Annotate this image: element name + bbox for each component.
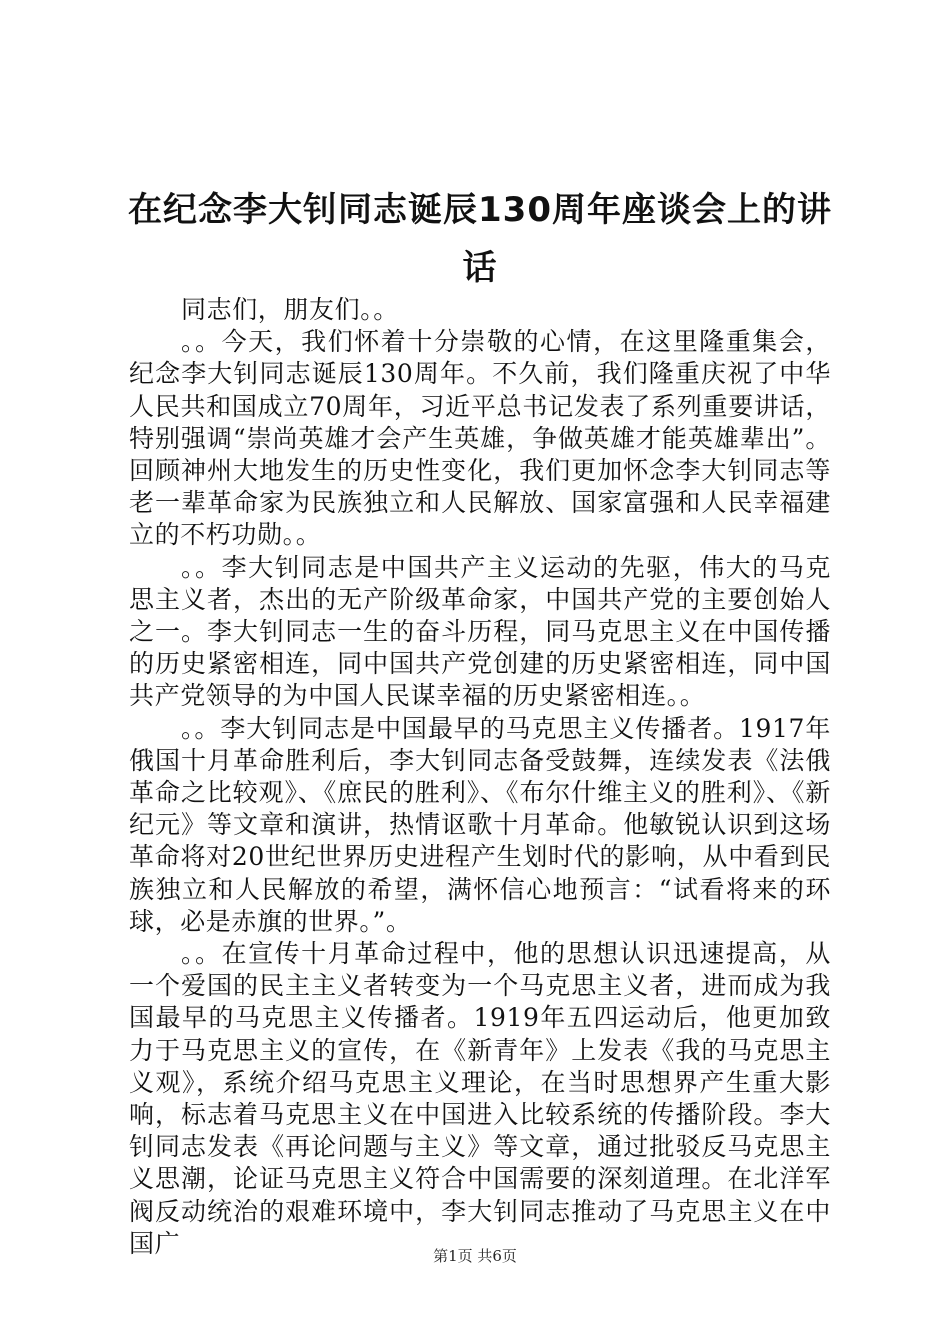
paragraph: 。。今天，我们怀着十分崇敬的心情，在这里隆重集会，纪念李大钊同志诞辰130周年。不久前，我们隆重庆祝了中华人民共和国成立70周年，习近平总书记发表了系列重要讲话，特别强调“崇尚英雄才会产生英雄，争做英雄才能英雄辈出”。回顾神州大地发生的历史性变化，我们更加怀念李大钊同志等老一辈革命家为民族独立和人民解放、国家富强和人民幸福建立的不朽功勋。。 [129, 327, 831, 550]
document-title-line-2: 话 [462, 248, 498, 288]
paragraph: 。。李大钊同志是中国最早的马克思主义传播者。1917年俄国十月革命胜利后，李大钊同志备受鼓舞，连续发表《法俄革命之比较观》、《庶民的胜利》、《布尔什维主义的胜利》、《新纪元》等文章和演讲，热情讴歌十月革命。他敏锐认识到这场革命将对20世纪世界历史进程产生划时代的影响，从中看到民族独立和人民解放的希望，满怀信心地预言：“试看将来的环球，必是赤旗的世界。”。 [129, 713, 831, 936]
paragraph: 。。李大钊同志是中国共产主义运动的先驱，伟大的马克思主义者，杰出的无产阶级革命家，中国共产党的主要创始人之一。李大钊同志一生的奋斗历程，同马克思主义在中国传播的历史紧密相连，同中国共产党创建的历史紧密相连，同中国共产党领导的为中国人民谋幸福的历史紧密相连。。 [129, 552, 831, 711]
page-number-footer: 第1页 共6页 [433, 1247, 517, 1265]
document-body [129, 294, 831, 1260]
paragraph-greeting: 同志们，朋友们。。 [181, 295, 399, 324]
document-title-line-1: 在纪念李大钊同志诞辰130周年座谈会上的讲 [128, 190, 832, 230]
paragraph: 。。在宣传十月革命过程中，他的思想认识迅速提高，从一个爱国的民主主义者转变为一个马克思主义者，进而成为我国最早的马克思主义传播者。1919年五四运动后，他更加致力于马克思主义的宣传，在《新青年》上发表《我的马克思主义观》，系统介绍马克思主义理论，在当时思想界产生重大影响，标志着马克思主义在中国进入比较系统的传播阶段。李大钊同志发表《再论问题与主义》等文章，通过批驳反马克思主义思潮，论证马克思主义符合中国需要的深刻道理。在北洋军阀反动统治的艰难环境中，李大钊同志推动了马克思主义在中国广 [129, 939, 831, 1258]
